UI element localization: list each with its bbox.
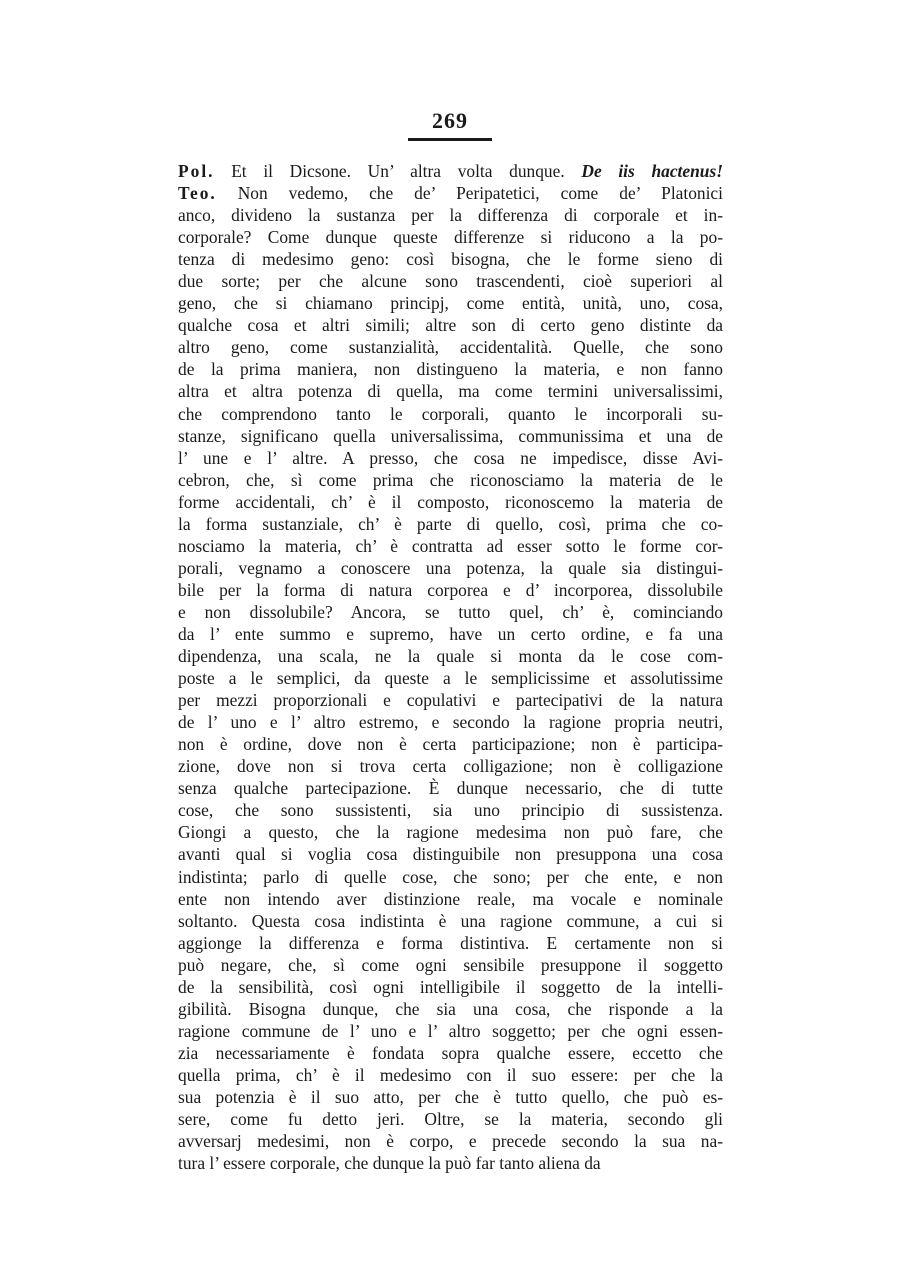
text-line: e non dissolubile? Ancora, se tutto quel, ch’ è, cominciando xyxy=(178,601,723,622)
text-line: altro geno, come sustanzialità, accidentalità. Quelle, che sono xyxy=(178,337,723,358)
text-line: de la sensibilità, così ogni intelligibile il soggetto de la intelli- xyxy=(178,976,723,997)
text-line: due sorte; per che alcune sono trascendenti, cioè superiori al xyxy=(178,271,723,292)
text-line: Giongi a questo, che la ragione medesima non può fare, che xyxy=(178,822,723,843)
text-line: avversarj medesimi, non è corpo, e precede secondo la sua na- xyxy=(178,1131,723,1152)
text-line: cose, che sono sussistenti, sia uno principio di sussistenza. xyxy=(178,800,723,821)
text-line: forme accidentali, ch’ è il composto, riconoscemo la materia de xyxy=(178,491,723,512)
text-line: tura l’ essere corporale, che dunque la può far tanto aliena da xyxy=(178,1153,601,1174)
text-line: de la prima maniera, non distingueno la materia, e non fanno xyxy=(178,359,723,380)
text-line: indistinta; parlo di quelle cose, che sono; per che ente, e non xyxy=(178,866,723,887)
text-line: la forma sustanziale, ch’ è parte di quello, così, prima che co- xyxy=(178,513,723,534)
text-line: zia necessariamente è fondata sopra qualche essere, eccetto che xyxy=(178,1042,723,1063)
text-line: non è ordine, dove non è certa participazione; non è participa- xyxy=(178,734,723,755)
text-line: geno, che si chiamano principj, come entità, unità, uno, cosa, xyxy=(178,293,723,314)
text-line: che comprendono tanto le corporali, quanto le incorporali su- xyxy=(178,403,723,424)
text-line: ragione commune de l’ uno e l’ altro soggetto; per che ogni essen- xyxy=(178,1020,723,1041)
text-line: altra et altra potenza di quella, ma come termini universalissimi, xyxy=(178,381,723,402)
text-line: soltanto. Questa cosa indistinta è una ragione commune, a cui si xyxy=(178,910,723,931)
text-line: tenza di medesimo geno: così bisogna, che le forme sieno di xyxy=(178,249,723,270)
text-line: può negare, che, sì come ogni sensibile presuppone il soggetto xyxy=(178,954,723,975)
speaker-label: Teo. xyxy=(178,183,217,204)
line-segment: Et il Dicsone. Un’ altra volta dunque. xyxy=(231,161,565,181)
text-line: avanti qual si voglia cosa distinguibile non presuppona una cosa xyxy=(178,844,723,865)
text-line: de l’ uno e l’ altro estremo, e secondo la ragione propria neutri, xyxy=(178,712,723,733)
text-line: cebron, che, sì come prima che riconosciamo la materia de le xyxy=(178,469,723,490)
text-line: da l’ ente summo e supremo, have un certo ordine, e fa una xyxy=(178,623,723,644)
latin-phrase: De iis hactenus! xyxy=(581,161,723,181)
body-text xyxy=(178,160,723,1174)
paragraph-lines xyxy=(178,204,723,1174)
text-line: poste a le semplici, da queste a le semplicissime et assolutissime xyxy=(178,668,723,689)
text-line: l’ une e l’ altre. A presso, che cosa ne impedisce, disse Avi- xyxy=(178,447,723,468)
text-line: corporale? Come dunque queste differenze si riducono a la po- xyxy=(178,227,723,248)
text-line: anco, divideno la sustanza per la differenza di corporale et in- xyxy=(178,205,723,226)
text-line: ente non intendo aver distinzione reale, ma vocale e nominale xyxy=(178,888,723,909)
text-line xyxy=(178,160,723,182)
text-line: bile per la forma di natura corporea e d’ incorporea, dissolubile xyxy=(178,579,723,600)
text-line: sua potenzia è il suo atto, per che è tutto quello, che può es- xyxy=(178,1086,723,1107)
text-line: dipendenza, una scala, ne la quale si monta da le cose com- xyxy=(178,646,723,667)
text-line: senza qualche partecipazione. È dunque necessario, che di tutte xyxy=(178,778,723,799)
text-line: qualche cosa et altri simili; altre son di certo geno distinte da xyxy=(178,315,723,336)
header-rule xyxy=(408,138,492,141)
text-line: nosciamo la materia, ch’ è contratta ad esser sotto le forme cor- xyxy=(178,535,723,556)
line-segment: Non vedemo, che de’ Peripatetici, come de’ Platonici xyxy=(237,183,723,204)
text-line: aggionge la differenza e forma distintiva. E certamente non si xyxy=(178,932,723,953)
text-line: per mezzi proporzionali e copulativi e partecipativi de la natura xyxy=(178,690,723,711)
text-line xyxy=(178,182,723,204)
text-line: zione, dove non si trova certa colligazione; non è colligazione xyxy=(178,756,723,777)
text-line: stanze, significano quella universalissima, communissima et una de xyxy=(178,425,723,446)
page-number: 269 xyxy=(432,108,468,133)
text-line: quella prima, ch’ è il medesimo con il suo essere: per che la xyxy=(178,1064,723,1085)
speaker-label: Pol. xyxy=(178,161,215,181)
text-line: sere, come fu detto jeri. Oltre, se la materia, secondo gli xyxy=(178,1109,723,1130)
text-line: porali, vegnamo a conoscere una potenza, la quale sia distingui- xyxy=(178,557,723,578)
text-line: gibilità. Bisogna dunque, che sia una cosa, che risponde a la xyxy=(178,998,723,1019)
